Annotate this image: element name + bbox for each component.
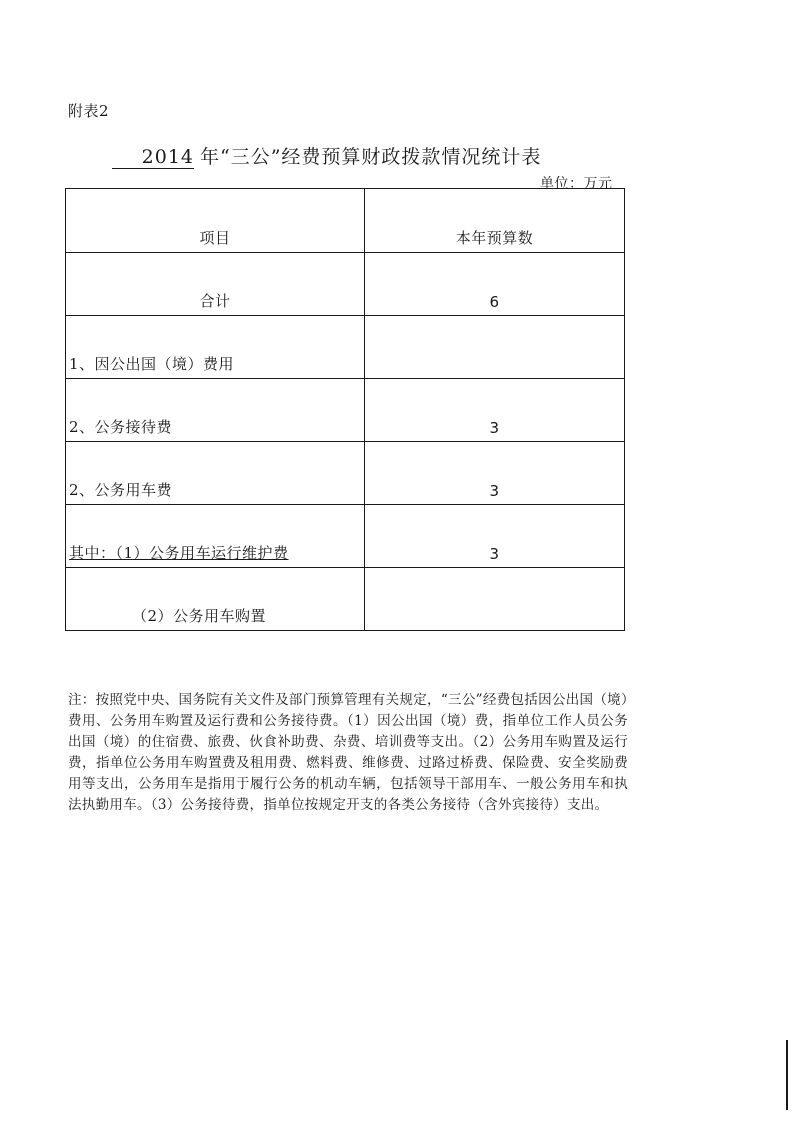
header-budget: 本年预算数 — [455, 229, 534, 247]
row-value-cell — [365, 253, 624, 315]
row-value-cell — [365, 442, 624, 504]
row-item-cell — [66, 379, 365, 441]
row-item-label: 2、公务接待费 — [69, 418, 173, 436]
table-row-total — [66, 252, 624, 315]
row-item-label: 合计 — [199, 292, 231, 310]
header-item: 项目 — [199, 229, 231, 247]
budget-table — [65, 188, 625, 631]
row-value-cell — [365, 316, 624, 378]
table-row-reception — [66, 378, 624, 441]
attachment-label: 附表2 — [68, 102, 110, 120]
row-value-cell — [365, 379, 624, 441]
row-value: 3 — [489, 419, 500, 437]
row-value: 6 — [489, 293, 500, 311]
table-row-vehicle-purchase — [66, 567, 624, 630]
row-value-cell — [365, 568, 624, 630]
row-item-cell — [66, 568, 365, 630]
table-row-overseas — [66, 315, 624, 378]
row-item-cell — [66, 253, 365, 315]
row-item-cell — [66, 505, 365, 567]
document-title — [112, 142, 541, 169]
scan-edge-mark — [786, 1040, 788, 1110]
row-value: 3 — [489, 482, 500, 500]
row-item-cell — [66, 442, 365, 504]
row-item-label: （2）公务用车购置 — [132, 607, 267, 625]
table-row-vehicle — [66, 441, 624, 504]
title-year: 2014 — [112, 146, 194, 169]
table-row-vehicle-maintenance — [66, 504, 624, 567]
row-value: 3 — [489, 545, 500, 563]
table-header-row — [66, 189, 624, 252]
row-item-label: 1、因公出国（境）费用 — [69, 355, 235, 373]
unit-label: 单位：万元 — [540, 176, 613, 192]
row-item-label: 其中：（1）公务用车运行维护费 — [69, 544, 289, 562]
row-item-label: 2、公务用车费 — [69, 481, 173, 499]
header-item-cell — [66, 189, 365, 252]
row-item-cell — [66, 316, 365, 378]
footnote: 注：按照党中央、国务院有关文件及部门预算管理有关规定，“三公”经费包括因公出国（境）费用、公务用车购置及运行费和公务接待费。（1）因公出国（境）费，指单位工作人员公务出国（境）的住宿费、旅费、伙食补助费、杂费、培训费等支出。（2）公务用车购置及运行费，指单位公务用车购置费及租用费、燃料费、维修费、过路过桥费、保险费、安全奖励费用等支出，公务用车是指用于履行公务的机动车辆，包括领导干部用车、一般公务用车和执法执勤用车。（3）公务接待费，指单位按规定开支的各类公务接待（含外宾接待）支出。 — [68, 692, 628, 813]
title-text: 年“三公”经费预算财政拨款情况统计表 — [200, 146, 542, 168]
row-value-cell — [365, 505, 624, 567]
header-budget-cell — [365, 189, 624, 252]
